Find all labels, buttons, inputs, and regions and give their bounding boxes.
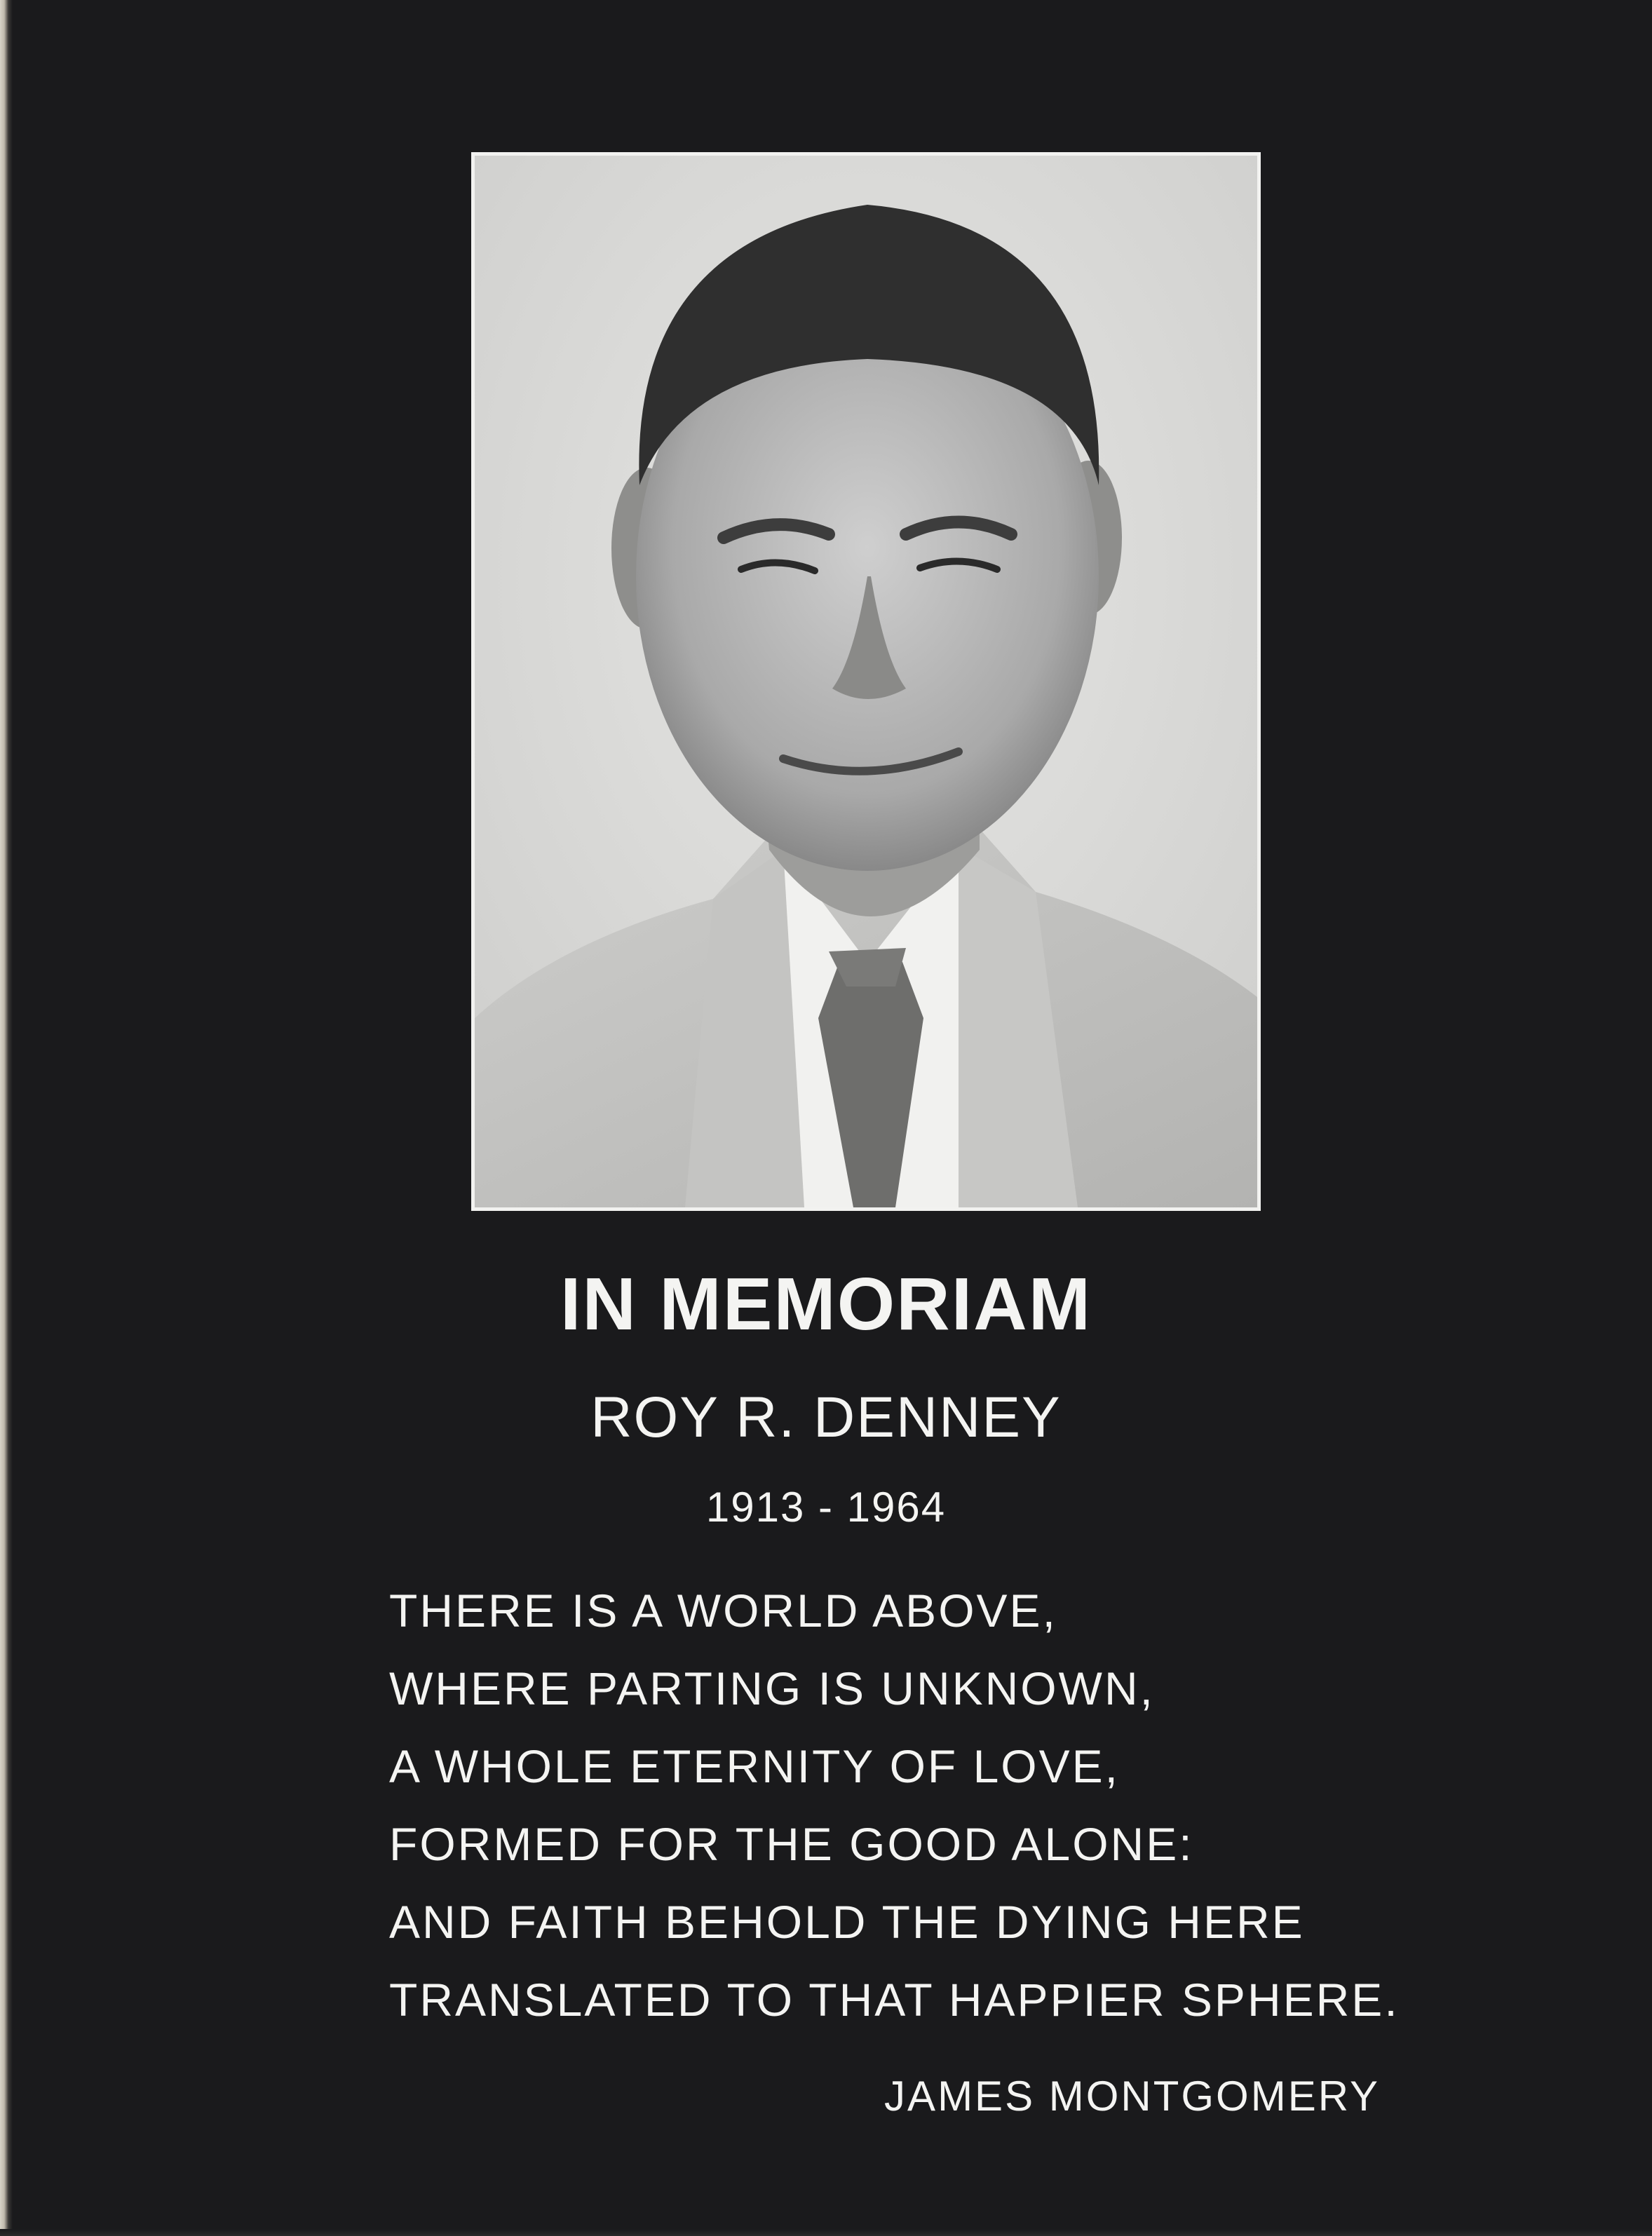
page-binding-edge: [0, 0, 13, 2236]
memoriam-heading: IN MEMORIAM: [560, 1263, 1092, 1346]
poem-line: FORMED FOR THE GOOD ALONE:: [389, 1818, 1194, 1870]
poem-line: A WHOLE ETERNITY OF LOVE,: [389, 1740, 1120, 1792]
poem-line: WHERE PARTING IS UNKNOWN,: [389, 1662, 1155, 1714]
memorial-portrait: [471, 152, 1261, 1211]
deceased-name: ROY R. DENNEY: [590, 1385, 1062, 1449]
life-dates: 1913 - 1964: [705, 1484, 947, 1531]
portrait-photo: [475, 156, 1257, 1207]
poem-line: AND FAITH BEHOLD THE DYING HERE: [389, 1896, 1305, 1948]
poem-author: JAMES MONTGOMERY: [884, 2073, 1380, 2120]
poem-line: THERE IS A WORLD ABOVE,: [389, 1585, 1057, 1637]
poem-line: TRANSLATED TO THAT HAPPIER SPHERE.: [389, 1974, 1400, 2026]
page-bottom-edge: [0, 2229, 1652, 2236]
memorial-poem: [389, 1572, 1400, 2039]
